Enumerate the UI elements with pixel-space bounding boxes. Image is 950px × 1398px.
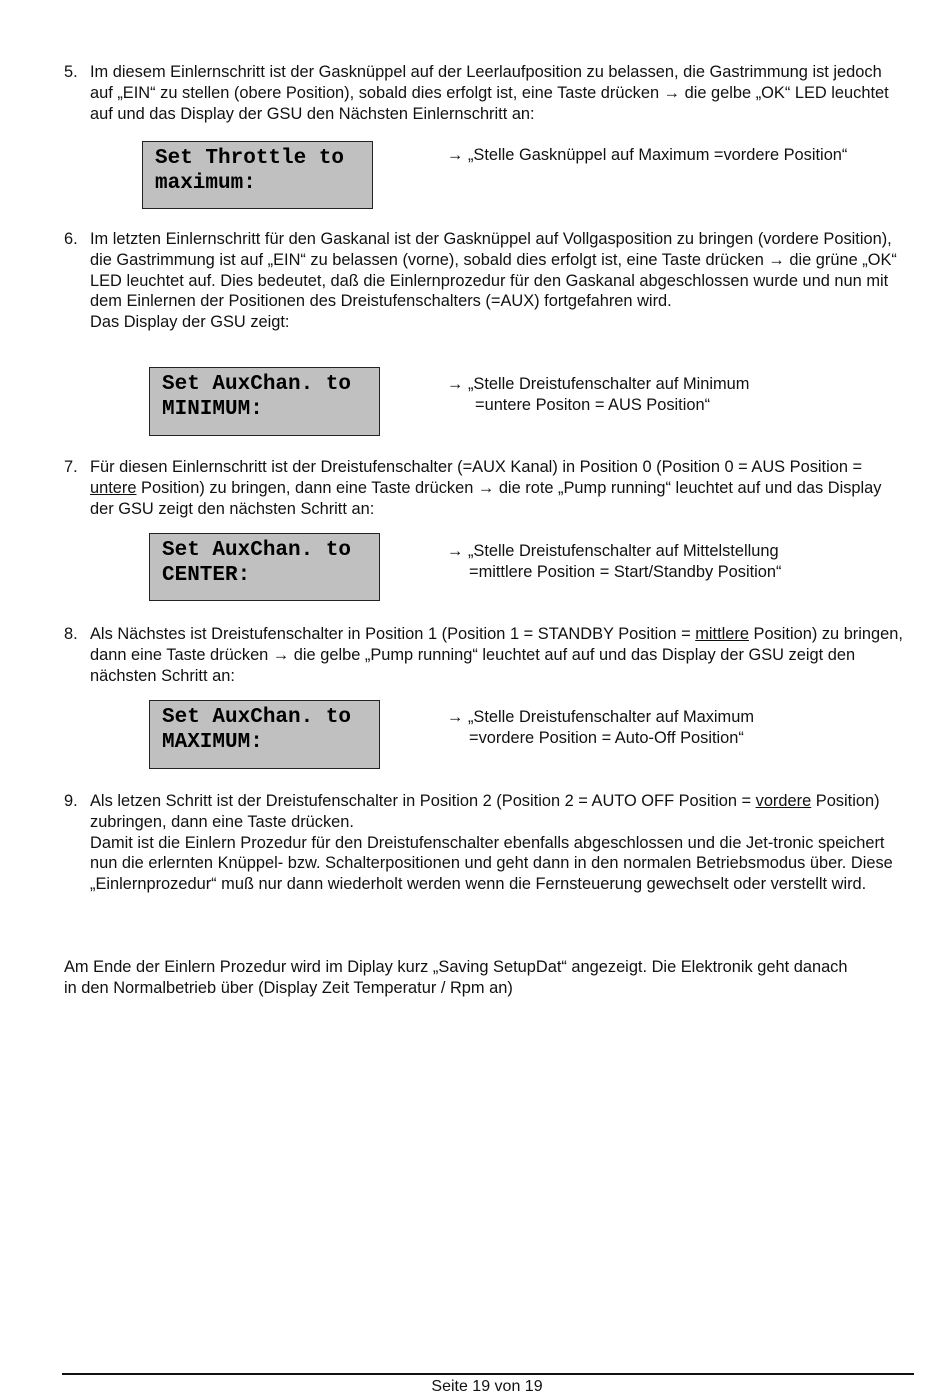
note-line-1: → „Stelle Dreistufenschalter auf Maximum (447, 708, 754, 726)
item-text-part: Als Nächstes ist Dreistufenschalter in Position 1 (Position 1 = STANDBY Position = (90, 625, 696, 643)
display-note (447, 145, 847, 166)
note-line-1: → „Stelle Gasknüppel auf Maximum =vordere Position“ (447, 146, 848, 164)
page-number: Seite 19 von 19 (431, 1378, 543, 1395)
item-text-underlined: mittlere (695, 625, 749, 643)
item-text-2: Das Display der GSU zeigt: (90, 313, 290, 332)
item-text: Im letzten Einlernschritt für den Gaskanal ist der Gasknüppel auf Vollgasposition zu bringen (vordere Position), die Gastrimmung ist auf „EIN“ zu belassen (vorne), sobald dies erfolgt ist, eine Taste drücken → die grüne „OK“ LED leuchtet auf. Dies bedeutet, daß die Einlernprozedur für den Gaskanal abgeschlossen wurde und nun mit dem Einlernen der Positionen des Dreistufenschalters (=AUX) fortgefahren wird. (90, 230, 897, 311)
gsu-display-throttle-max (142, 141, 373, 209)
gsu-display-aux-min (149, 367, 380, 436)
display-line-2: maximum: (155, 171, 256, 195)
list-item-9 (64, 791, 904, 895)
note-line-2: =vordere Position = Auto-Off Position“ (469, 728, 744, 747)
list-item-8 (64, 624, 904, 686)
gsu-display-aux-center (149, 533, 380, 601)
display-note (447, 541, 782, 583)
item-text (90, 457, 904, 519)
note-line-2: =untere Positon = AUS Position“ (475, 395, 711, 414)
item-text-part: Position) zu bringen, dann eine Taste drücken → die gelbe „Pump running“ leuchtet auf auf und das Display der GSU zeigt den nächsten Schritt an: (90, 625, 903, 685)
item-text-underlined: vordere (755, 792, 812, 810)
item-text-part: Als letzen Schritt ist der Dreistufenschalter in Position 2 (Position 2 = AUTO OFF Position = (90, 792, 756, 810)
item-number: 6. (64, 230, 78, 248)
list-item-5 (64, 62, 904, 124)
note-line-2: =mittlere Position = Start/Standby Position“ (469, 562, 782, 581)
display-line-2: MAXIMUM: (162, 730, 263, 754)
item-text-part: Position) zubringen, dann eine Taste drücken. (90, 792, 880, 831)
item-text-part: Für diesen Einlernschritt ist der Dreistufenschalter (=AUX Kanal) in Position 0 (Position 0 = AUS Position = (90, 458, 863, 476)
display-line-1: Set Throttle to (155, 147, 345, 170)
item-text-2: Damit ist die Einlern Prozedur für den Dreistufenschalter ebenfalls abgeschlossen und die Jet-tronic speichert nun die erlernten Knüppel- bzw. Schalterpositionen und geht dann in den normalen Betriebsmodus über. Diese „Einlernprozedur“ muß nur dann wiederholt werden wenn die Fernsteuerung gewechselt oder verstellt wird. (90, 833, 893, 894)
item-text: Im diesem Einlernschritt ist der Gasknüppel auf der Leerlaufposition zu belassen, die Gastrimmung ist jedoch auf „EIN“ zu stellen (obere Position), sobald dies erfolgt ist, eine Taste drücken → die gelbe „OK“ LED leuchtet auf und das Display der GSU den Nächsten Einlernschritt an: (90, 63, 889, 123)
item-text-underlined: untere (90, 478, 137, 497)
item-text (90, 624, 904, 686)
display-note (447, 707, 754, 749)
note-line-1: → „Stelle Dreistufenschalter auf Minimum (447, 375, 750, 393)
item-number: 7. (64, 458, 78, 476)
display-line-1: Set AuxChan. to (162, 373, 352, 396)
display-note (447, 374, 749, 416)
display-line-2: MINIMUM: (162, 397, 263, 421)
item-text-part: Position) zu bringen, dann eine Taste drücken → die rote „Pump running“ leuchtet auf und das Display der GSU zeigt den nächsten Schritt an: (90, 478, 882, 518)
item-number: 5. (64, 63, 78, 81)
note-line-1: → „Stelle Dreistufenschalter auf Mittelstellung (447, 542, 779, 560)
display-line-1: Set AuxChan. to (162, 539, 352, 562)
item-number: 9. (64, 792, 78, 810)
closing-paragraph: Am Ende der Einlern Prozedur wird im Diplay kurz „Saving SetupDat“ angezeigt. Die Elektronik geht danach in den Normalbetrieb über (Display Zeit Temperatur / Rpm an) (64, 958, 848, 997)
display-line-1: Set AuxChan. to (162, 706, 352, 729)
item-text (90, 791, 904, 833)
gsu-display-aux-max (149, 700, 380, 769)
footer-rule (62, 1373, 914, 1375)
item-number: 8. (64, 625, 78, 643)
list-item-7 (64, 457, 904, 519)
display-line-2: CENTER: (162, 563, 251, 587)
list-item-6 (64, 229, 904, 333)
